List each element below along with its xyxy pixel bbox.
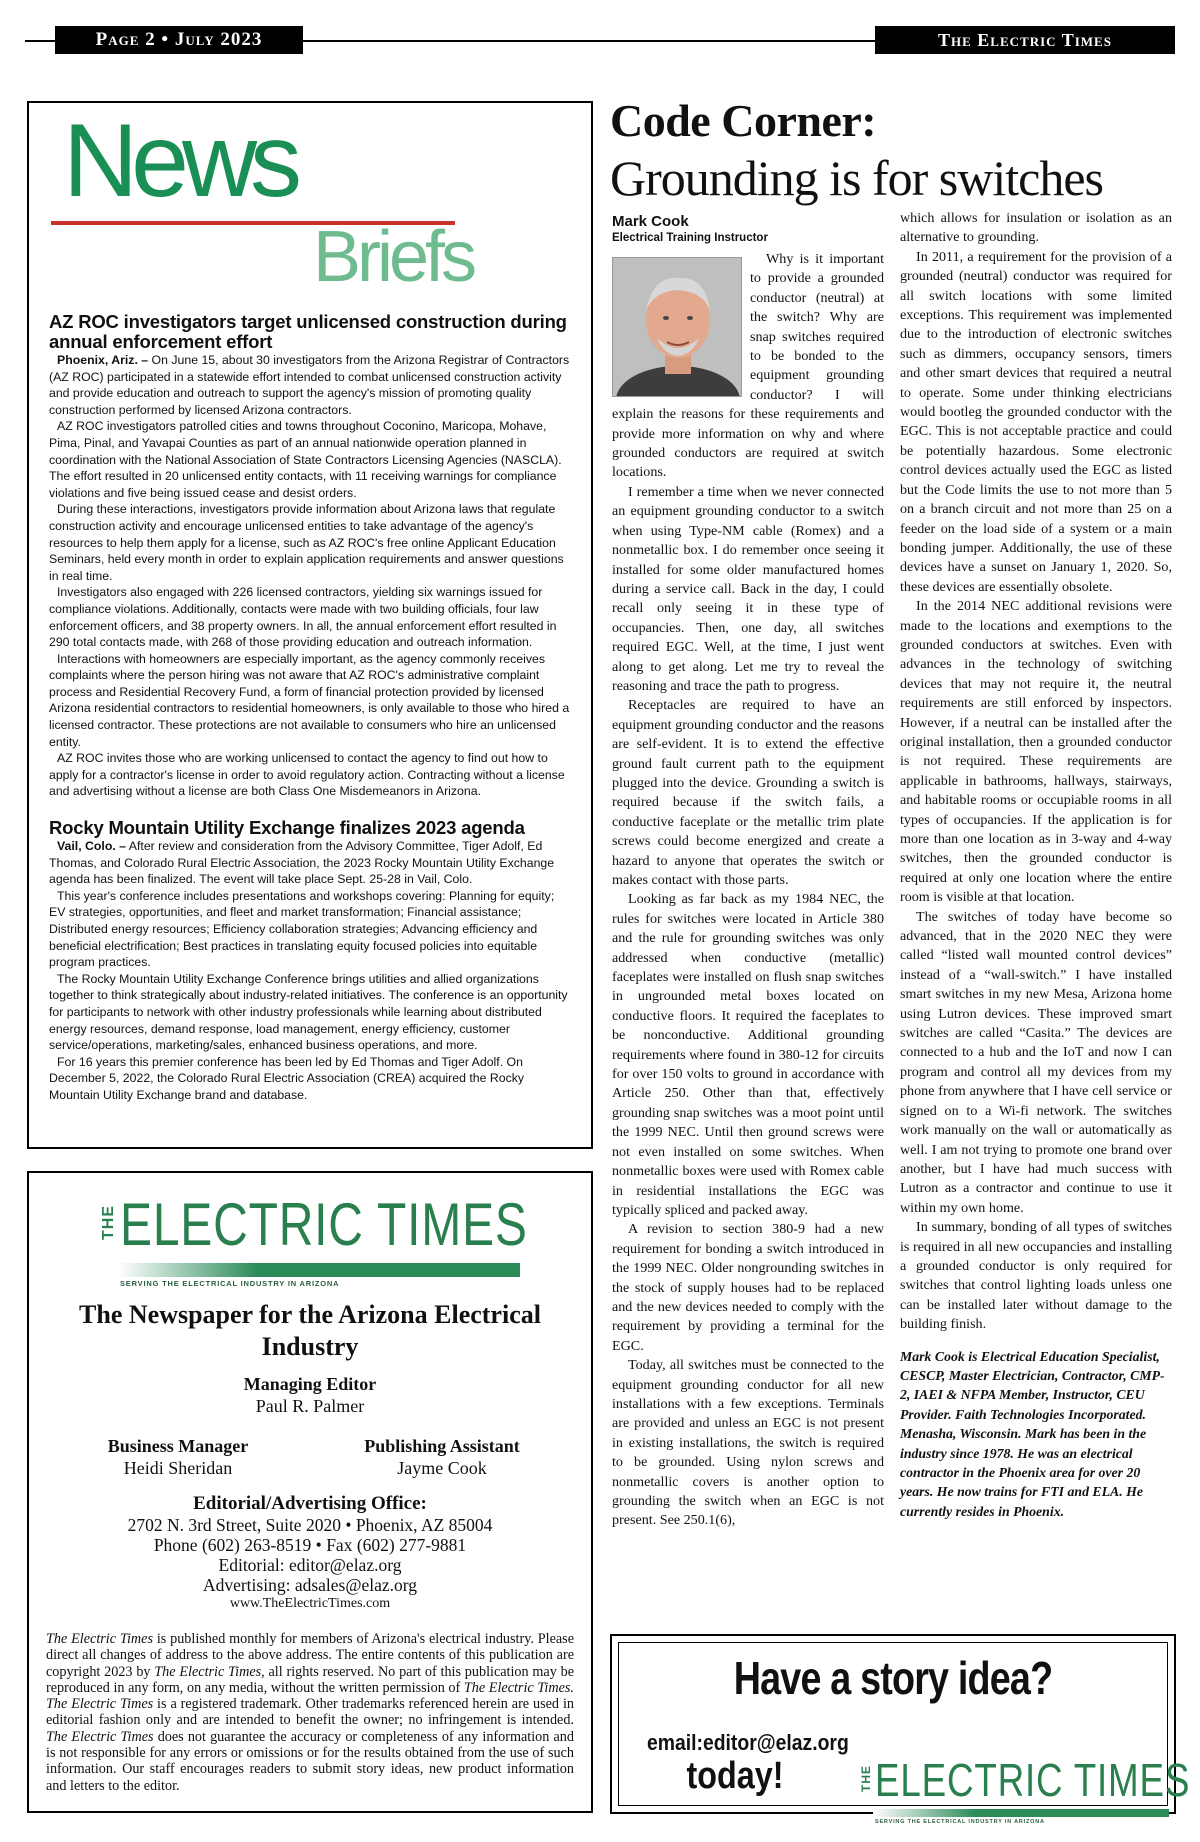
publication-name: The Electric Times (154, 1663, 262, 1680)
staff-name: Jayme Cook (397, 1458, 487, 1478)
article-body (49, 352, 571, 800)
staff-role: Business Manager (107, 1436, 249, 1456)
news-briefs-logo (49, 103, 571, 298)
article-body (49, 838, 571, 1104)
author-bio: Mark Cook is Electrical Education Specialist, CESCP, Master Electrician, Contractor, CMP-2, IAEI & NFPA Member, Instructor, CEU Provider. Faith Technologies Incorporated. Menasha, Wisconsin. Mark has been in the industry since 1978. He was an electrical contractor in the Phoenix area for over 20 years. He now trains for FTI and ELA. He currently resides in Phoenix. (900, 1348, 1165, 1519)
article-paragraph: The Rocky Mountain Utility Exchange Conference brings utilities and allied organizations together to think strategically about industry-related initiatives. The conference is an opportunity for participants to network with other industry professionals while learning about distributed energy resources, demand response, load management, energy efficiency, customer service/operations, marketing/sales, enhanced business operations, and more. (49, 971, 568, 1053)
article-paragraph: In the 2014 NEC additional revisions were made to the locations and exemptions to the grounded conductors at switches. Even with advances in the technology of switching devices that may not require it, the neutral requirements are still enforced by inspectors. However, if a neutral can be installed after the original installation, then a grounded conductor is not required. These requirements are applicable in bathrooms, hallways, stairways, and habitable rooms or occupiable rooms in all types of occupancies. If the application is for more than one location as in 3-way and 4-way switches, then the grounded conductor is required at only one location where the entire room is visible at that location. (900, 598, 1172, 906)
story-idea-email-link[interactable]: email:editor@elaz.org (647, 1730, 849, 1755)
office-heading: Editorial/Advertising Office: (193, 1493, 427, 1514)
article-paragraph: Receptacles are required to have an equipment grounding conductor and the reasons are self-evident. It is to extend the effective ground fault current path to the equipment plugged into the device. Grounding a switch is required because if the switch fails, a conductive faceplate or the metallic trim plate screws could become energized and create a hazard to anyone that operates the switch or makes contact with those parts. (612, 697, 884, 888)
article-paragraph: In 2011, a requirement for the provision of a grounded (neutral) conductor was required for all switch locations with some limited exceptions. This requirement was implemented due to the introduction of electronic switches such as dimmers, occupancy sensors, timers and other smart devices that required a neutral to operate. Some under thinking electricians would bootleg the grounded conductor with the EGC. This is not acceptable practice and could be potentially hazardous. Some electronic control devices actually used the EGC as listed but the Code limits the use to not more than 5 on a branch circuit and not more than 25 on a feeder on the load side of a system or a main bonding jumper. Additionally, the use of these devices have a sunset on January 1, 2020. So, these devices are essentially obsolete. (900, 248, 1172, 595)
paper-name-banner: The Electric Times (875, 26, 1175, 54)
article-paragraph: For 16 years this premier conference has been led by Ed Thomas and Tiger Adolf. On December 5, 2022, the Colorado Rural Electric Association (CREA) acquired the Rocky Mountain Utility Exchange brand and database. (49, 1054, 525, 1102)
page-folio: Page 2 • July 2023 (55, 26, 303, 54)
article-paragraph: Looking as far back as my 1984 NEC, the rules for switches were located in Article 380 and the rule for grounding switches was only addressed when conductive (metallic) faceplates were installed on flush snap switches in ungrounded metal boxes located on conductive floors. It required the faceplates to be nonconductive. Additional grounding requirements where found in 380-12 for circuits for over 150 volts to ground in accordance with Article 250. Other than that, effectively grounding snap switches was a moot point until the 1999 NEC. Until then ground screws were not even installed on some switches. When nonmetallic boxes were used with Romex cable in residential installations the EGC was typically spliced and packed away. (612, 891, 884, 1218)
publication-name: The Electric Times (46, 1631, 153, 1647)
article-paragraph: A revision to section 380-9 had a new requirement for bonding a switch introduced in the 1999 NEC. Older nongrounding switches in the stock of supply houses had to be replaced and the new devices needed to comply with the requirement by providing a terminal for the EGC. (612, 1221, 884, 1354)
article-paragraph: After review and consideration from the Advisory Committee, Tiger Adolf, Ed Thomas, and Colorado Rural Electric Association, the 2023 Rocky Mountain Utility Exchange agenda has been finalized. The event will take place Sept. 25-28 in Vail, Colo. (49, 839, 555, 887)
disclaimer-text: , all rights reserved. No part of this publication may be reproduced in any form, on any media, without the written permission of (46, 1663, 574, 1696)
article-headline: Rocky Mountain Utility Exchange finalizes 2023 agenda (49, 817, 525, 839)
staff-name: Heidi Sheridan (123, 1458, 233, 1478)
article-paragraph: AZ ROC investigators patrolled cities and towns throughout Coconino, Maricopa, Mohave, Pima, Pinal, and Yavapai Counties as part of an annual nationwide operation planned in coordination with the National Association of State Contractors Licensing Agencies (NASCLA). The effort resulted in 20 unlicensed entity contacts, with 11 receiving warnings for compliance violations and five being issued cease and desist orders. (49, 419, 562, 500)
logo-bar (118, 1263, 520, 1277)
disclaimer-text: is a registered trademark. Other trademarks referenced herein are used in editorial fashion only and are intended to benefit the owner; no infringement is intended. (46, 1696, 574, 1729)
author-name: Mark Cook (612, 213, 689, 230)
staff-name: Paul R. Palmer (255, 1396, 365, 1416)
article-paragraph: Today, all switches must be connected to the equipment grounding conductor for all new installations with a few exceptions. Terminals are provided and unless an EGC is not present in existing installations, the switch is required to be grounded. Using nylon screws and nonmetallic covers is another option to grounding the switch when an EGC is not present. See 250.1(6), (612, 1357, 884, 1529)
article-column-2 (900, 209, 1172, 1521)
article-paragraph: Why is it important to provide a grounded conductor (neutral) at the switch? Why are snap switches required to be bonded to the equipment grounding conductor? I will explain the reasons for these requirements and provide more information on why and where grounded conductors are required at switch locations. (612, 251, 884, 481)
author-portrait-icon (613, 258, 742, 397)
article-column-1 (612, 250, 884, 1531)
article-paragraph: which allows for insulation or isolation as an alternative to grounding. (900, 210, 1172, 246)
article-paragraph: In summary, bonding of all types of switches is required in all new occupancies and installing a grounded conductor is only required for switches that control lighting loads unless one can be installed later without damage to the building finish. (900, 1219, 1172, 1333)
logo-bar (873, 1809, 1169, 1817)
article-title: Grounding is for switches (610, 150, 1103, 206)
author-role: Electrical Training Instructor (612, 232, 768, 244)
logo-tagline: SERVING THE ELECTRICAL INDUSTRY IN ARIZONA (120, 1279, 340, 1288)
logo-wordmark: ELECTRIC TIMES (875, 1754, 1191, 1806)
column-title: Code Corner: (610, 95, 877, 146)
news-logo-text: News (63, 103, 296, 219)
logo-tagline: SERVING THE ELECTRICAL INDUSTRY IN ARIZONA (875, 1819, 1045, 1825)
electric-times-logo-small (859, 1754, 1191, 1827)
staff-role: Publishing Assistant (364, 1436, 520, 1456)
disclaimer-text: is published monthly for members of Arizona's electrical industry. Please direct all changes of address to the above address. The entire contents of this publication are copyright 2023 by (46, 1631, 574, 1680)
office-address: 2702 N. 3rd Street, Suite 2020 • Phoenix, AZ 85004 (127, 1515, 493, 1535)
staff-role: Managing Editor (243, 1374, 377, 1394)
publication-name: The Electric Times (46, 1728, 154, 1745)
office-phone: Phone (602) 263-8519 • Fax (602) 277-9881 (153, 1535, 467, 1555)
publication-name: The Electric Times (46, 1696, 154, 1713)
publication-disclaimer (46, 1631, 574, 1794)
staff-columns (46, 1425, 574, 1479)
story-idea-box (610, 1634, 1191, 1825)
briefs-logo-text: Briefs (313, 217, 474, 297)
news-briefs-box (27, 101, 593, 1149)
article-paragraph: This year's conference includes presentations and workshops covering: Planning for equity; EV strategies, opportunities, and fleet and market transformation; Financial assistance; Distributed energy resources; Efficiency collaboration strategies; Advancing efficiency and beneficial electrification; Best practices in translating equity focused policies into equitable program practices. (49, 888, 555, 970)
masthead-box (27, 1171, 593, 1813)
article-paragraph: AZ ROC invites those who are working unlicensed to contact the agency to find out how to apply for a contractor's license in order to avoid regulatory action. Contracting without a license and advertising without a license are both Class One Misdemeanors in Arizona. (49, 751, 565, 799)
article-headline: AZ ROC investigators target unlicensed construction during annual enforcement effort (49, 311, 567, 352)
article-paragraph: I remember a time when we never connected an equipment grounding conductor to a switch when using Type-NM cable (Romex) and a nonmetallic box. I do remember once seeing it installed for some older manufactured homes during a service call. Back in the day, I could recall only seeing it in these type of occupancies. Then, one day, all switches required EGC. Well, at the time, I just went along to get along. Let me try to reveal the reasoning and trace the path to progress. (612, 483, 884, 694)
electric-times-logo (100, 1191, 528, 1288)
story-idea-today: today! (686, 1755, 784, 1797)
article-paragraph: Investigators also engaged with 226 licensed contractors, yielding six warnings issued for compliance violations. Additionally, contacts were made with two building officials, four law enforcement officers, and 38 property owners. In all, the annual enforcement effort resulted in 290 total contacts made, with 268 of those providing education and outreach information. (49, 585, 557, 650)
newspaper-tagline: The Newspaper for the Arizona Electrical Industry (79, 1300, 541, 1361)
story-idea-headline: Have a story idea? (733, 1652, 1053, 1704)
advertising-email-link[interactable]: Advertising: adsales@elaz.org (202, 1575, 418, 1595)
author-photo (612, 257, 742, 397)
article-dateline: Phoenix, Ariz. – (57, 353, 149, 367)
article-paragraph: Interactions with homeowners are especially important, as the agency commonly receives complaints where the person hiring was not aware that AZ ROC's administrative complaint process and Residential Recovery Fund, a form of financial protection provided by licensed Arizona residential contractors to residential homeowners, is only available to those who hired a licensed contractor. These protections are not available to consumers who hire an unlicensed entity. (49, 651, 570, 749)
disclaimer-text: does not guarantee the accuracy or completeness of any information and is not responsible for any errors or omissions or for the results obtained from the use of such information. Our staff encourages readers to submit story ideas, new product information and letters to the editor. (46, 1728, 574, 1794)
logo-the: THE (100, 1205, 117, 1240)
article-paragraph: The switches of today have become so advanced, that in the 2020 NEC they were called “listed wall mounted control devices” instead of a “wall-switch.” I have installed smart switches in my new Mesa, Arizona home using Lutron devices. These improved smart switches are called “Casita.” The devices are connected to a hub and the IoT and now I can program and control all my devices from my phone from anywhere that I have cell service or signed on to a Wi-fi network. The switches work manually on the wall or automatically as well. I am not trying to promote one brand over another, but I have had much success with Lutron as a contractor and continue to use it within my own home. (900, 908, 1172, 1216)
website-link[interactable]: www.TheElectricTimes.com (229, 1596, 391, 1611)
publication-name: The Electric Times. (463, 1679, 574, 1696)
editorial-email-link[interactable]: Editorial: editor@elaz.org (218, 1555, 402, 1575)
article-paragraph: During these interactions, investigators provide information about Arizona laws that regulate construction activity and encourage unlicensed entities to take advantage of the agency's resources to help them apply for a license, such as AZ ROC's free online Applicant Education Seminars, held every month in order to explain application requirements and answer questions in real time. (49, 502, 564, 583)
logo-the: THE (859, 1765, 873, 1792)
article-dateline: Vail, Colo. – (57, 839, 127, 854)
article-paragraph: On June 15, about 30 investigators from the Arizona Registrar of Contractors (AZ ROC) participated in a statewide effort intended to combat unlicensed construction activity and provide education and outreach to support the agency's mission of promoting quality construction performed by licensed Arizona contractors. (49, 353, 570, 417)
logo-wordmark: ELECTRIC TIMES (120, 1191, 528, 1258)
